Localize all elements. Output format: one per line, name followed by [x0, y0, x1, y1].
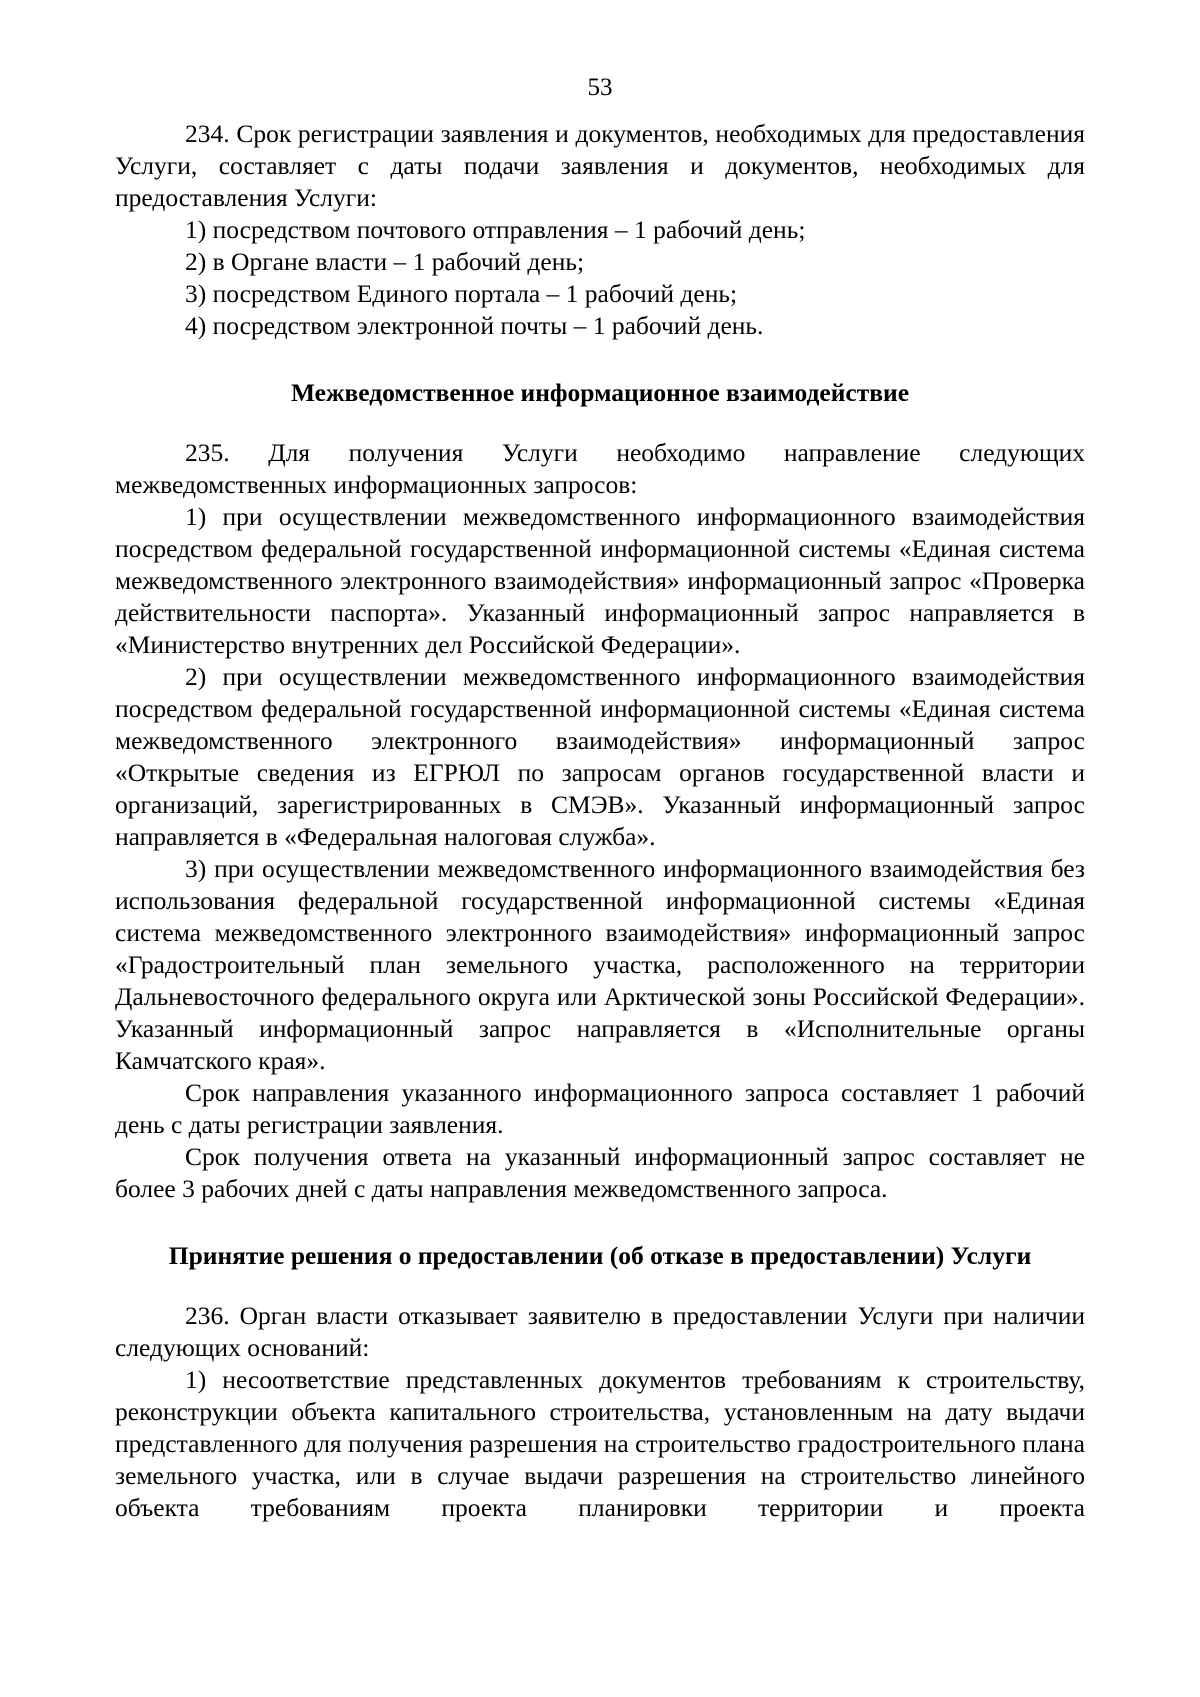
paragraph-235: [115, 437, 1085, 1205]
page-number: 53: [587, 74, 613, 101]
paragraph-235-item-2: 2) при осуществлении межведомственного информационного взаимодействия посредством федеральной государственной информационной системы «Единая система межведомственного электронного взаимодействия» информационный запрос «Открытые сведения из ЕГРЮЛ по запросам органов государственной власти и организаций, зарегистрированных в СМЭВ». Указанный информационный запрос направляется в «Федеральная налоговая служба».: [115, 662, 1085, 851]
document-page: [115, 72, 1085, 1524]
paragraph-234-item-3: 3) посредством Единого портала – 1 рабочий день;: [185, 279, 738, 308]
spacer: [115, 1272, 1085, 1300]
paragraph-234-item-4: 4) посредством электронной почты – 1 рабочий день.: [185, 311, 764, 340]
paragraph-235-intro: 235. Для получения Услуги необходимо направление следующих межведомственных информационных запросов:: [115, 438, 1085, 499]
spacer: [115, 409, 1085, 437]
paragraph-236-item-1: 1) несоответствие представленных документов требованиям к строительству, реконструкции объекта капитального строительства, установленным на дату выдачи представленного для получения разрешения на строительство градостроительного плана земельного участка, или в случае выдачи разрешения на строительство линейного объекта требованиям проекта планировки территории и проекта: [115, 1365, 1085, 1522]
spacer: [115, 1205, 1085, 1240]
paragraph-236: [115, 1300, 1085, 1524]
paragraph-236-intro: 236. Орган власти отказывает заявителю в предоставлении Услуги при наличии следующих оснований:: [115, 1301, 1085, 1362]
paragraph-235-item-1: 1) при осуществлении межведомственного информационного взаимодействия посредством федеральной государственной информационной системы «Единая система межведомственного электронного взаимодействия» информационный запрос «Проверка действительности паспорта». Указанный информационный запрос направляется в «Министерство внутренних дел Российской Федерации».: [115, 502, 1085, 659]
paragraph-235-term-send: Срок направления указанного информационного запроса составляет 1 рабочий день с даты регистрации заявления.: [115, 1078, 1085, 1139]
paragraph-235-item-3: 3) при осуществлении межведомственного информационного взаимодействия без использования федеральной государственной информационной системы «Единая система межведомственного электронного взаимодействия» информационный запрос «Градостроительный план земельного участка, расположенного на территории Дальневосточного федерального округа или Арктической зоны Российской Федерации». Указанный информационный запрос направляется в «Исполнительные органы Камчатского края».: [115, 854, 1085, 1075]
paragraph-235-term-reply: Срок получения ответа на указанный информационный запрос составляет не более 3 рабочих дней с даты направления межведомственного запроса.: [115, 1142, 1085, 1203]
heading-interagency: Межведомственное информационное взаимодействие: [290, 378, 910, 407]
paragraph-234-item-1: 1) посредством почтового отправления – 1 рабочий день;: [185, 215, 806, 244]
spacer: [115, 342, 1085, 377]
paragraph-234-item-2: 2) в Органе власти – 1 рабочий день;: [185, 247, 585, 276]
paragraph-234-intro: 234. Срок регистрации заявления и документов, необходимых для предоставления Услуги, составляет с даты подачи заявления и документов, необходимых для предоставления Услуги:: [115, 119, 1085, 212]
heading-decision: Принятие решения о предоставлении (об отказе в предоставлении) Услуги: [168, 1241, 1032, 1270]
paragraph-234: [115, 118, 1085, 342]
